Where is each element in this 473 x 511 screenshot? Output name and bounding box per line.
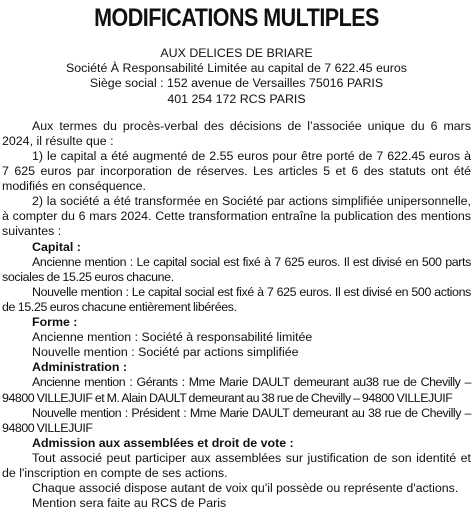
forme-new-mention: Nouvelle mention : Société par actions simplifiée	[32, 345, 299, 360]
administration-old-mention: Ancienne mention : Gérants : Mme Marie DAULT demeurant au38 rue de Chevilly – 94800 VILLEJUIF et M. Alain DAULT demeurant au 38 rue de Chevilly – 94800 VILLEJUIF	[2, 375, 471, 405]
company-rcs: 401 254 172 RCS PARIS	[167, 91, 306, 106]
admission-paragraph-2: Chaque associé dispose autant de voix qu'il possède ou représente d'actions.	[32, 481, 459, 496]
admission-paragraph-3: Mention sera faite au RCS de Paris	[32, 496, 227, 511]
notice-body	[2, 119, 471, 511]
administration-new-mention: Nouvelle mention : Président : Mme Marie DAULT demeurant au 38 rue de Chevilly – 94800 VILLEJUIF	[2, 405, 471, 435]
capital-new-mention: Nouvelle mention : Le capital social est fixé à 7 625 euros. Il est divisé en 500 actions de 15.25 euros chacune entièrement libérées.	[2, 284, 471, 314]
capital-heading: Capital :	[32, 239, 81, 254]
point-2-paragraph: 2) la société a été transformée en Société par actions simplifiée unipersonnelle, à compter du 6 mars 2024. Cette transformation entraîne la publication des mentions suivantes :	[2, 194, 471, 239]
point-1-paragraph: 1) le capital a été augmenté de 2.55 euros pour être porté de 7 622.45 euros à 7 625 euros par incorporation de réserves. Les articles 5 et 6 des statuts ont été modifiés en conséquence.	[2, 149, 471, 194]
company-legal-form: Société À Responsabilité Limitée au capital de 7 622.45 euros	[66, 61, 407, 76]
admission-heading: Admission aux assemblées et droit de vote :	[32, 435, 294, 450]
notice-title: MODIFICATIONS MULTIPLES	[94, 4, 379, 32]
intro-paragraph: Aux termes du procès-verbal des décisions de l’associée unique du 6 mars 2024, il résulte que :	[2, 118, 471, 148]
forme-old-mention: Ancienne mention : Société à responsabilité limitée	[32, 330, 313, 345]
administration-heading: Administration :	[32, 360, 127, 375]
admission-paragraph-1: Tout associé peut participer aux assemblées sur justification de son identité et de l'inscription en compte de ses actions.	[2, 450, 471, 480]
forme-heading: Forme :	[32, 315, 78, 330]
company-header	[2, 46, 471, 107]
company-name: AUX DELICES DE BRIARE	[160, 46, 313, 60]
company-registered-office: Siège social : 152 avenue de Versailles 75016 PARIS	[89, 76, 384, 91]
capital-old-mention: Ancienne mention : Le capital social est fixé à 7 625 euros. Il est divisé en 500 parts sociales de 15.25 euros chacune.	[2, 254, 471, 284]
